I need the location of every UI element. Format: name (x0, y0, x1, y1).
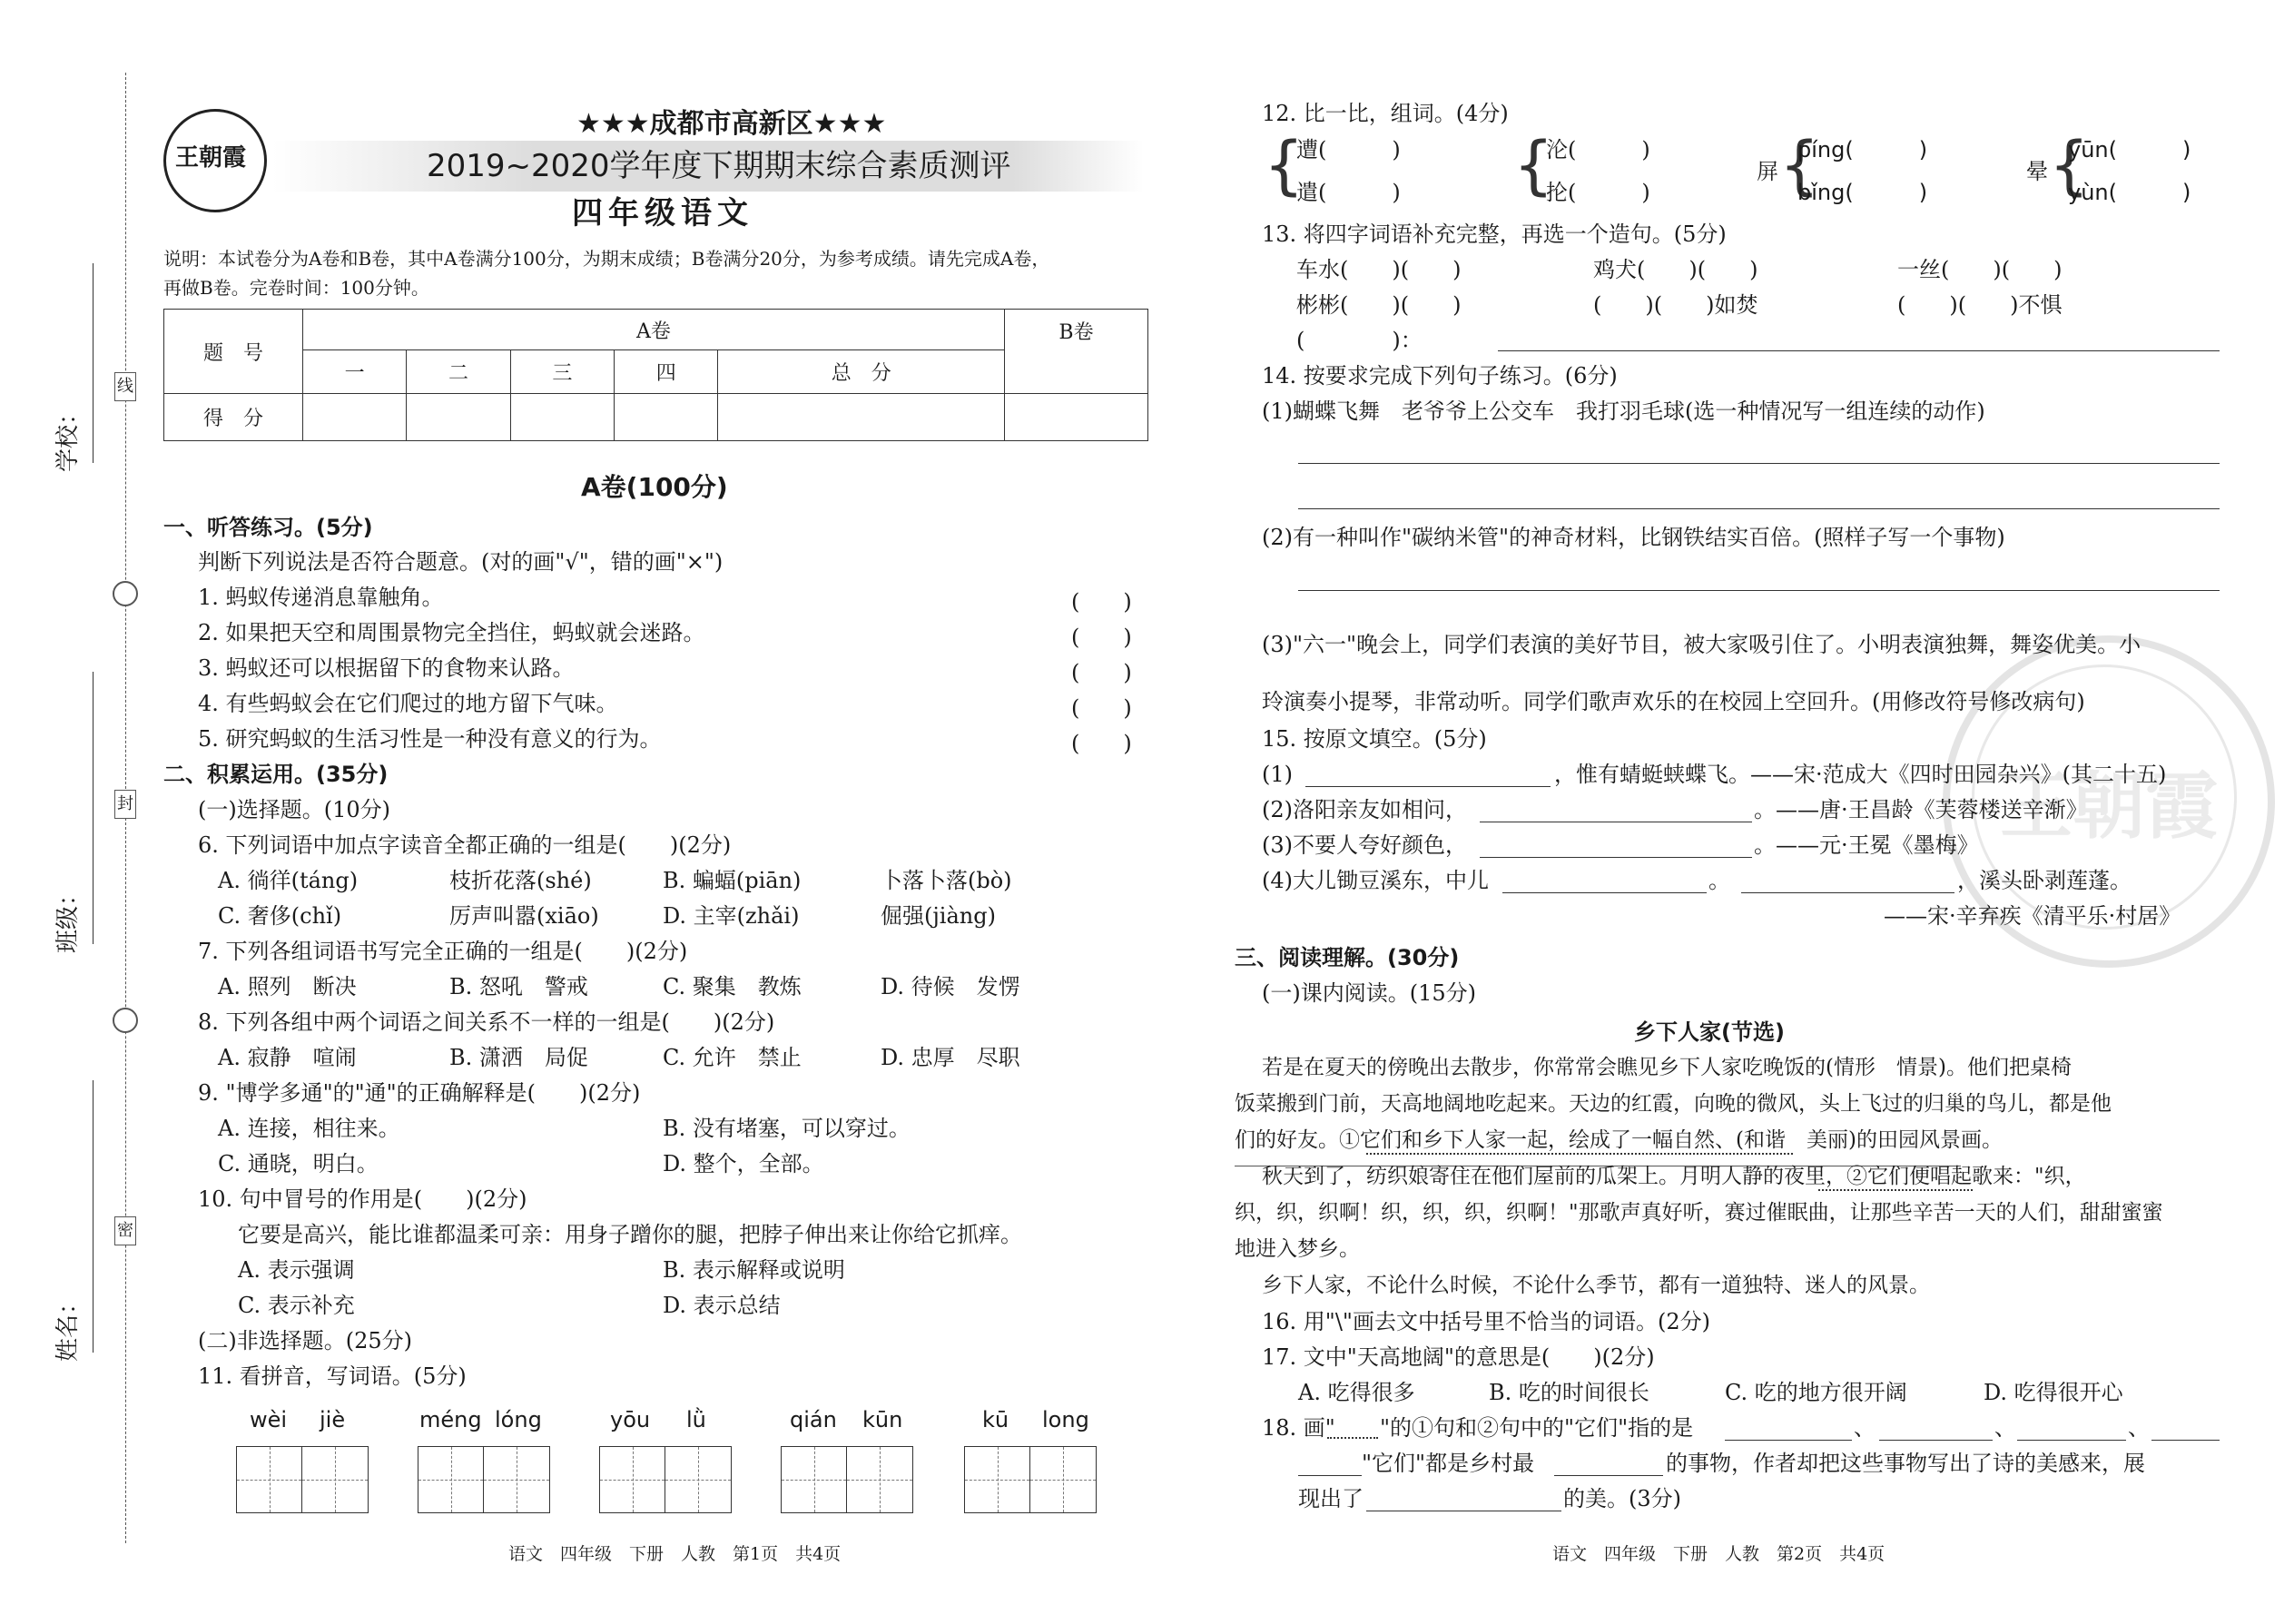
q12-g1-2: 遣( ) (1296, 180, 1401, 205)
name-label: 姓名： (54, 1290, 82, 1362)
brace-2: { (1513, 128, 1554, 202)
answer-blank-2[interactable]: ( ) (1071, 625, 1132, 650)
answer-blank-5[interactable]: ( ) (1071, 731, 1132, 756)
s1-item-5: 5. 研究蚂蚁的生活习性是一种没有意义的行为。 (198, 726, 662, 752)
q13-r3: ( )： (1296, 328, 1423, 353)
q15-4b: 。 (1708, 868, 1730, 893)
q15-3-blank[interactable] (1480, 857, 1752, 858)
q18-f: 现出了 (1298, 1486, 1364, 1511)
grid-cell[interactable] (418, 1447, 484, 1512)
q15-4-blank-1[interactable] (1502, 892, 1707, 893)
q6: 6. 下列词语中加点字读音全都正确的一组是( )(2分) (198, 832, 732, 858)
passage-p2-line2: 织，织，织啊！织，织，织，织啊！"那歌声真好听，赛过催眠曲，让那些辛苦一天的人们，甜甜蜜蜜 (1235, 1201, 2163, 1225)
s2a-heading: (一)选择题。(10分) (198, 797, 390, 822)
q13: 13. 将四字词语补充完整，再选一个造句。(5分) (1262, 221, 1727, 247)
header-subject: 四年级语文 (572, 195, 753, 231)
watermark-text: 王朝霞 (2000, 763, 2218, 849)
grid-cell[interactable] (965, 1447, 1030, 1512)
s1-intro: 判断下列说法是否符合题意。(对的画"√"，错的画"×") (198, 549, 724, 575)
q14-2-line[interactable] (1298, 590, 2220, 591)
q12-g4-2: yùn( ) (2068, 180, 2191, 205)
pinyin-4a: qián (790, 1407, 837, 1432)
pinyin-1a: wèi (250, 1407, 288, 1432)
q14-2: (2)有一种叫作"碳纳米管"的神奇材料，比钢铁结实百倍。(照样子写一个事物) (1262, 525, 2005, 550)
section-3-heading: 三、阅读理解。(30分) (1235, 945, 1460, 970)
seal-mark-secret: 密 (114, 1216, 136, 1245)
q10-text: 它要是高兴，能比谁都温柔可亲：用身子蹭你的腿，把脖子伸出来让你给它抓痒。 (238, 1222, 1022, 1247)
grid-cell[interactable] (782, 1447, 847, 1512)
right-footer: 语文 四年级 下册 人教 第2页 共4页 (1552, 1544, 1885, 1564)
q9-opt-d: D. 整个，全部。 (663, 1151, 824, 1176)
q6-b1: B. 蝙蝠(piān) (663, 868, 802, 893)
passage-p1-line3: 们的好友。①它们和乡下人家一起，绘成了一幅自然、(和谐 美丽)的田园风景画。 (1235, 1128, 2003, 1152)
score-cell-4[interactable] (615, 394, 718, 441)
answer-blank-1[interactable]: ( ) (1071, 589, 1132, 615)
wavy-underline-1 (1366, 1153, 1793, 1155)
grid-cell[interactable] (484, 1447, 549, 1512)
header-note-2: 再做B卷。完卷时间：100分钟。 (163, 277, 429, 299)
seal-mark-seal: 封 (114, 790, 136, 819)
q15-4-blank-2[interactable] (1741, 892, 1954, 893)
answer-blank-4[interactable]: ( ) (1071, 695, 1132, 721)
header-region: ★★★成都市高新区★★★ (576, 108, 887, 140)
q18-sep-3: 、 (2128, 1415, 2150, 1441)
q15-1b: ，惟有蜻蜓蛱蝶飞。——宋·范成大《四时田园杂兴》(其二十五) (1554, 762, 2167, 787)
q18-blank-2[interactable] (1879, 1440, 1993, 1441)
passage-p2-line1: 秋天到了，纺织娘寄住在他们屋前的瓜架上。月明人静的夜里，②它们便唱起歌来："织， (1262, 1165, 2086, 1188)
q12-g3-1: píng( ) (1797, 137, 1928, 162)
q9-opt-b: B. 没有堵塞，可以穿过。 (663, 1116, 911, 1141)
q18-blank-5[interactable] (1298, 1475, 1362, 1476)
q7-opt-d: D. 待候 发愣 (881, 974, 1020, 999)
score-col-2: 二 (407, 350, 510, 394)
q13-r2-1: 彬彬( )( ) (1296, 292, 1462, 318)
q13-r1-1: 车水( )( ) (1296, 257, 1462, 282)
q15-3b: 。——元·王冕《墨梅》 (1754, 832, 1979, 858)
logo-text: 王朝霞 (175, 144, 247, 172)
wavy-underline-2 (1818, 1189, 1973, 1191)
writing-grid-3[interactable] (599, 1446, 732, 1513)
score-row-label-score: 得 分 (164, 394, 303, 441)
q13-r2-3: ( )( )不惧 (1897, 292, 2063, 318)
q13-r1-3: 一丝( )( ) (1897, 257, 2063, 282)
q9-opt-c: C. 通晓，明白。 (218, 1151, 379, 1176)
passage-p3: 乡下人家，不论什么时候，不论什么季节，都有一道独特、迷人的风景。 (1262, 1274, 1930, 1297)
q12-g4-1: yūn( ) (2068, 137, 2191, 162)
school-line (93, 263, 94, 463)
grid-cell[interactable] (665, 1447, 731, 1512)
section-2-heading: 二、积累运用。(35分) (163, 762, 389, 787)
q8: 8. 下列各组中两个词语之间关系不一样的一组是( )(2分) (198, 1009, 775, 1035)
q13-r1-2: 鸡犬( )( ) (1593, 257, 1758, 282)
q18-wavy-sample (1327, 1437, 1378, 1439)
q14-1-line-2[interactable] (1298, 508, 2220, 509)
q17-opt-d: D. 吃得很开心 (1984, 1380, 2123, 1405)
seal-circle-2 (113, 1008, 138, 1033)
score-b-header: B卷 (1005, 310, 1148, 394)
school-label: 学校： (54, 400, 82, 472)
pinyin-2a: méng (419, 1407, 482, 1432)
s1-item-2: 2. 如果把天空和周围景物完全挡住，蚂蚁就会迷路。 (198, 620, 705, 645)
q14-3b: 玲演奏小提琴，非常动听。同学们歌声欢乐的在校园上空回升。(用修改符号修改病句) (1262, 689, 2085, 714)
q18-blank-3[interactable] (2017, 1440, 2126, 1441)
score-col-total: 总 分 (718, 350, 1005, 394)
s1-item-3: 3. 蚂蚁还可以根据留下的食物来认路。 (198, 655, 575, 681)
pinyin-5a: kū (982, 1407, 1009, 1432)
q10-opt-b: B. 表示解释或说明 (663, 1257, 845, 1283)
q7-opt-c: C. 聚集 教炼 (663, 974, 802, 999)
q15-3a: (3)不要人夸好颜色， (1262, 832, 1467, 858)
score-cell-b[interactable] (1005, 394, 1148, 441)
q18-e: 的事物，作者却把这些事物写出了诗的美感来，展 (1666, 1451, 2145, 1476)
q18-blank-1[interactable] (1725, 1440, 1852, 1441)
brace-3: { (1779, 128, 1820, 202)
score-row-label-number: 题 号 (164, 310, 303, 394)
s2b-heading: (二)非选择题。(25分) (198, 1328, 412, 1353)
q18-blank-6[interactable] (1554, 1475, 1663, 1476)
score-col-4: 四 (615, 350, 718, 394)
q13-r2-2: ( )( )如焚 (1593, 292, 1758, 318)
q15-1a: (1) (1262, 762, 1293, 787)
score-table (163, 309, 1148, 441)
q15-4a: (4)大儿锄豆溪东，中儿 (1262, 868, 1489, 893)
s1-item-4: 4. 有些蚂蚁会在它们爬过的地方留下气味。 (198, 691, 618, 716)
score-col-3: 三 (510, 350, 614, 394)
section-1-heading: 一、听答练习。(5分) (163, 515, 373, 540)
q9: 9. "博学多通"的"通"的正确解释是( )(2分) (198, 1080, 641, 1106)
q12-g3-char: 屏 (1757, 159, 1778, 184)
class-line (93, 672, 94, 944)
q18-sep-2: 、 (1994, 1415, 2016, 1441)
q6-c1: C. 奢侈(chǐ) (218, 903, 342, 929)
writing-grid-1[interactable] (236, 1446, 369, 1513)
score-cell-2[interactable] (407, 394, 510, 441)
q18-a: 18. 画" (1262, 1415, 1335, 1441)
q17: 17. 文中"天高地阔"的意思是( )(2分) (1262, 1344, 1655, 1370)
q15-2b: 。——唐·王昌龄《芙蓉楼送辛渐》 (1754, 797, 2088, 822)
q7-opt-a: A. 照列 断决 (218, 974, 357, 999)
pinyin-5b: long (1042, 1407, 1089, 1432)
q6-a2: 枝折花落(shé) (449, 868, 592, 893)
q6-b2: 卜落卜落(bò) (881, 868, 1012, 893)
q15-4c: ，溪头卧剥莲蓬。 (1957, 868, 2132, 893)
writing-grid-5[interactable] (964, 1446, 1097, 1513)
q15-2a: (2)洛阳亲友如相问， (1262, 797, 1467, 822)
q7-opt-b: B. 怒吼 警戒 (449, 974, 588, 999)
q17-opt-a: A. 吃得很多 (1298, 1380, 1415, 1405)
q13-sentence-line[interactable] (1498, 350, 2220, 351)
score-cell-total[interactable] (718, 394, 1005, 441)
name-line (93, 1080, 94, 1353)
brace-1: { (1264, 128, 1305, 202)
seal-circle-1 (113, 581, 138, 606)
q10-opt-d: D. 表示总结 (663, 1293, 781, 1318)
passage-p1-line2: 饭菜搬到门前，天高地阔地吃起来。天边的红霞，向晚的微风，头上飞过的归巢的鸟儿，都是他 (1235, 1092, 2112, 1116)
q14-1: (1)蝴蝶飞舞 老爷爷上公交车 我打羽毛球(选一种情况写一组连续的动作) (1262, 399, 1985, 424)
q10-opt-a: A. 表示强调 (238, 1257, 355, 1283)
q15-1-blank[interactable] (1305, 786, 1551, 787)
score-a-header: A卷 (303, 310, 1005, 350)
q12: 12. 比一比，组词。(4分) (1262, 101, 1509, 126)
score-cell-3[interactable] (510, 394, 614, 441)
q15: 15. 按原文填空。(5分) (1262, 726, 1487, 752)
q8-opt-c: C. 允许 禁止 (663, 1045, 802, 1070)
s3a-heading: (一)课内阅读。(15分) (1262, 980, 1476, 1006)
seal-mark-line: 线 (114, 372, 136, 401)
q16: 16. 用"\"画去文中括号里不恰当的词语。(2分) (1262, 1309, 1710, 1334)
header-title: 2019~2020学年度下期期末综合素质测评 (427, 148, 1011, 184)
q14: 14. 按要求完成下列句子练习。(6分) (1262, 363, 1618, 389)
q12-g1-1: 遭( ) (1296, 137, 1401, 162)
q6-c2: 厉声叫嚣(xiāo) (449, 903, 599, 929)
q12-g2-2: 抡( ) (1546, 180, 1650, 205)
q11: 11. 看拼音，写词语。(5分) (198, 1363, 467, 1389)
q18-d: "它们"都是乡村最 (1362, 1451, 1535, 1476)
pinyin-3b: lǜ (686, 1407, 706, 1432)
q17-opt-b: B. 吃的时间很长 (1489, 1380, 1649, 1405)
q14-1-line-1[interactable] (1298, 463, 2220, 464)
q9-opt-a: A. 连接，相往来。 (218, 1116, 400, 1141)
pinyin-4b: kūn (862, 1407, 903, 1432)
passage-p2-line3: 地进入梦乡。 (1235, 1237, 1360, 1261)
q6-a1: A. 徜徉(táng) (218, 868, 359, 893)
writing-grid-4[interactable] (781, 1446, 913, 1513)
grid-cell[interactable] (302, 1447, 368, 1512)
pinyin-1b: jiè (320, 1407, 346, 1432)
left-footer: 语文 四年级 下册 人教 第1页 共4页 (508, 1544, 842, 1564)
header-note: 说明：本试卷分为A卷和B卷，其中A卷满分100分，为期末成绩；B卷满分20分，为参考成绩。请先完成A卷， (163, 248, 1050, 270)
passage-p1-line1: 若是在夏天的傍晚出去散步，你常常会瞧见乡下人家吃晚饭的(情形 情景)。他们把桌椅 (1262, 1056, 2072, 1079)
q7: 7. 下列各组词语书写完全正确的一组是( )(2分) (198, 939, 688, 964)
q18-blank-4[interactable] (2151, 1440, 2220, 1441)
writing-grid-2[interactable] (418, 1446, 550, 1513)
score-col-1: 一 (303, 350, 407, 394)
grid-cell[interactable] (847, 1447, 912, 1512)
q10: 10. 句中冒号的作用是( )(2分) (198, 1186, 527, 1212)
q8-opt-b: B. 潇洒 局促 (449, 1045, 588, 1070)
score-cell-1[interactable] (303, 394, 407, 441)
q6-d1: D. 主宰(zhǎi) (663, 903, 800, 929)
q6-d2: 倔强(jiàng) (881, 903, 996, 929)
q18-sep-1: 、 (1854, 1415, 1876, 1441)
q18-g: 的美。(3分) (1563, 1486, 1681, 1511)
q14-3a: (3)"六一"晚会上，同学们表演的美好节目，被大家吸引住了。小明表演独舞，舞姿优美。小 (1262, 632, 2141, 657)
pinyin-3a: yōu (610, 1407, 651, 1432)
q8-opt-d: D. 忠厚 尽职 (881, 1045, 1020, 1070)
pinyin-2b: lóng (495, 1407, 542, 1432)
grid-cell[interactable] (1030, 1447, 1096, 1512)
passage-title: 乡下人家(节选) (1634, 1019, 1785, 1045)
q12-g4-char: 晕 (2026, 159, 2048, 184)
q8-opt-a: A. 寂静 喧闹 (218, 1045, 357, 1070)
logo (163, 109, 267, 212)
q10-opt-c: C. 表示补充 (238, 1293, 355, 1318)
grid-cell[interactable] (600, 1447, 665, 1512)
class-label: 班级： (54, 881, 82, 953)
grid-cell[interactable] (237, 1447, 302, 1512)
s1-item-1: 1. 蚂蚁传递消息靠触角。 (198, 585, 444, 610)
q18-b: "的①句和②句中的"它们"指的是 (1380, 1415, 1694, 1441)
q15-4d: ——宋·辛弃疾《清平乐·村居》 (1884, 903, 2181, 929)
q12-g3-2: bǐng( ) (1797, 180, 1928, 205)
q17-opt-c: C. 吃的地方很开阔 (1725, 1380, 1907, 1405)
answer-blank-3[interactable]: ( ) (1071, 660, 1132, 685)
section-a-title: A卷(100分) (581, 472, 728, 502)
q12-g2-1: 沦( ) (1546, 137, 1650, 162)
brace-4: { (2049, 128, 2090, 202)
